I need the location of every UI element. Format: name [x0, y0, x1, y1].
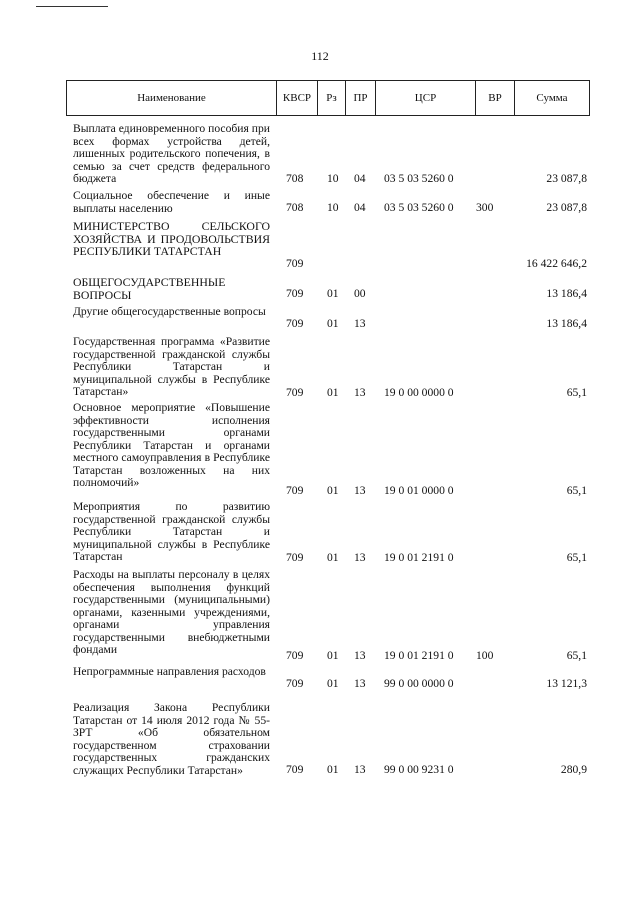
- row-rz: 10: [327, 201, 339, 214]
- row-name: Реализация Закона Республики Татарстан от 14 июля 2012 года № 55-ЗРТ «Об обязательном государственном страховании государственных гражданских служащих Республики Татарстан»: [73, 701, 270, 777]
- row-sum: 65,1: [566, 484, 587, 497]
- row-name: Другие общегосударственные вопросы: [73, 305, 266, 318]
- row-name: МИНИСТЕРСТВО СЕЛЬСКОГО ХОЗЯЙСТВА И ПРОДОВОЛЬСТВИЯ РЕСПУБЛИКИ ТАТАРСТАН: [73, 219, 270, 258]
- row-sum: 65,1: [566, 551, 587, 564]
- header-name: Наименование: [137, 92, 206, 104]
- row-sum: 23 087,8: [546, 201, 587, 214]
- row-csr: 19 0 00 0000 0: [384, 386, 454, 399]
- row-pr: 13: [354, 317, 366, 330]
- row-sum: 13 186,4: [546, 317, 587, 330]
- row-name: ОБЩЕГОСУДАРСТВЕННЫЕ ВОПРОСЫ: [73, 275, 226, 302]
- row-pr: 13: [354, 386, 366, 399]
- row-sum: 280,9: [560, 763, 587, 776]
- header-pr: ПР: [345, 81, 375, 115]
- top-rule: [36, 6, 108, 7]
- header-csr: ЦСР: [375, 81, 475, 115]
- row-pr: 04: [354, 172, 366, 185]
- row-csr: 19 0 01 2191 0: [384, 649, 454, 662]
- row-rz: 01: [327, 484, 339, 497]
- row-kvsr: 709: [286, 763, 304, 776]
- row-csr: 03 5 03 5260 0: [384, 201, 454, 214]
- row-rz: 01: [327, 386, 339, 399]
- row-pr: 13: [354, 551, 366, 564]
- row-kvsr: 709: [286, 677, 304, 690]
- row-csr: 99 0 00 0000 0: [384, 677, 454, 690]
- row-sum: 13 121,3: [546, 677, 587, 690]
- row-kvsr: 709: [286, 484, 304, 497]
- header-kvsr: КВСР: [276, 81, 317, 115]
- row-name: Непрограммные направления расходов: [73, 665, 266, 678]
- page-number: 112: [311, 49, 329, 63]
- row-rz: 01: [327, 763, 339, 776]
- row-rz: 01: [327, 677, 339, 690]
- row-csr: 19 0 01 0000 0: [384, 484, 454, 497]
- row-rz: 01: [327, 551, 339, 564]
- row-pr: 13: [354, 677, 366, 690]
- row-sum: 13 186,4: [546, 287, 587, 300]
- row-csr: 19 0 01 2191 0: [384, 551, 454, 564]
- row-pr: 13: [354, 649, 366, 662]
- row-rz: 01: [327, 649, 339, 662]
- row-vr: 300: [476, 201, 494, 214]
- row-kvsr: 709: [286, 317, 304, 330]
- row-kvsr: 708: [286, 201, 304, 214]
- header-vr: ВР: [475, 81, 514, 115]
- header-sum: Сумма: [514, 81, 589, 115]
- row-kvsr: 709: [286, 386, 304, 399]
- row-pr: 13: [354, 484, 366, 497]
- row-sum: 65,1: [566, 649, 587, 662]
- row-name: Основное мероприятие «Повышение эффективности исполнения государственными органами Республики Татарстан и органами местного самоуправления в Республике Татарстан возложенных на них полномочий»: [73, 401, 270, 489]
- row-name: Государственная программа «Развитие государственной гражданской службы Республики Татарстан и муниципальной службы в Республике Татарстан»: [73, 335, 270, 398]
- row-sum: 23 087,8: [546, 172, 587, 185]
- row-name: Расходы на выплаты персоналу в целях обеспечения выполнения функций государственными (муниципальными) органами, казенными учреждениями, органами управления государственными внебюджетными фондами: [73, 568, 270, 656]
- row-csr: 03 5 03 5260 0: [384, 172, 454, 185]
- row-csr: 99 0 00 9231 0: [384, 763, 454, 776]
- row-rz: 01: [327, 287, 339, 300]
- row-vr: 100: [476, 649, 494, 662]
- row-kvsr: 709: [286, 287, 304, 300]
- row-sum: 65,1: [566, 386, 587, 399]
- row-pr: 13: [354, 763, 366, 776]
- table-header: [66, 80, 590, 116]
- row-sum: 16 422 646,2: [526, 257, 587, 270]
- row-rz: 01: [327, 317, 339, 330]
- row-rz: 10: [327, 172, 339, 185]
- header-rz: Рз: [317, 81, 345, 115]
- row-name: Выплата единовременного пособия при всех формах устройства детей, лишенных родительского попечения, в семью за счет средств федерального бюджета: [73, 122, 270, 185]
- row-pr: 00: [354, 287, 366, 300]
- row-kvsr: 709: [286, 257, 304, 270]
- row-name: Мероприятия по развитию государственной гражданской службы Республики Татарстан и муниципальной службы в Республике Татарстан: [73, 500, 270, 563]
- row-pr: 04: [354, 201, 366, 214]
- row-kvsr: 709: [286, 551, 304, 564]
- row-kvsr: 709: [286, 649, 304, 662]
- row-kvsr: 708: [286, 172, 304, 185]
- row-name: Социальное обеспечение и иные выплаты населению: [73, 189, 270, 215]
